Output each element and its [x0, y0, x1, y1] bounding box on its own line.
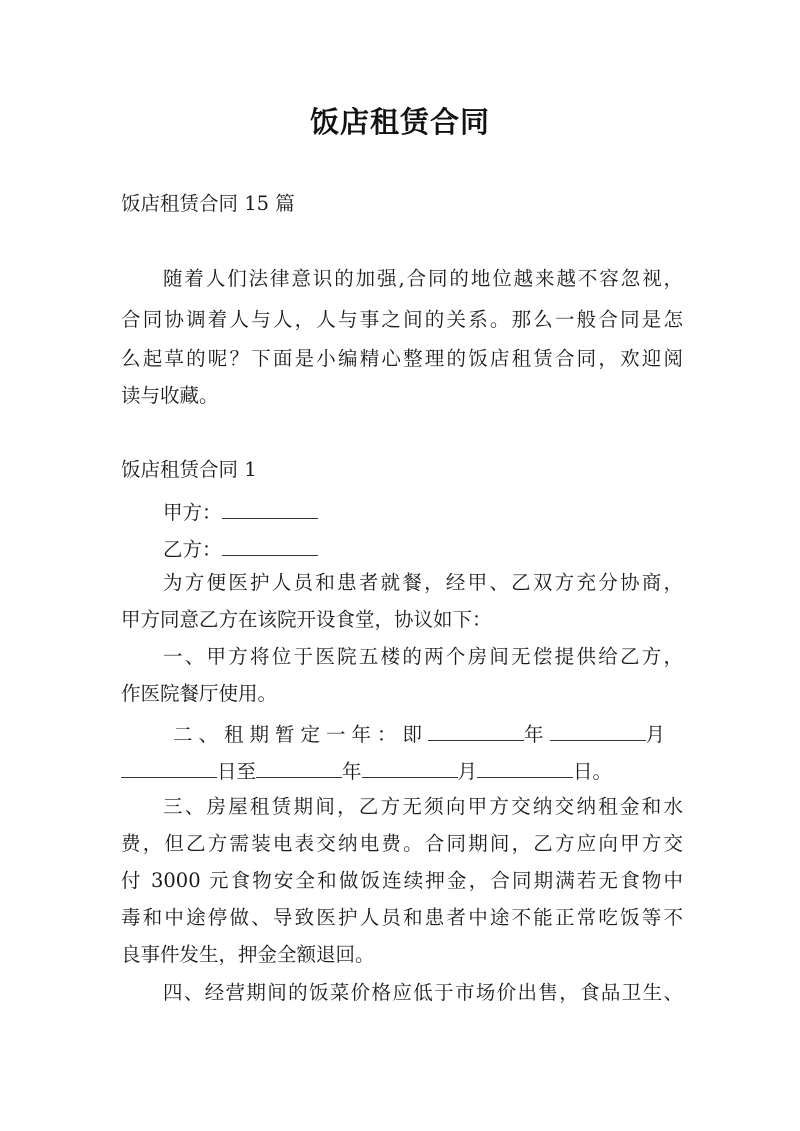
- end-year-blank: [256, 757, 342, 778]
- intro-line-2: 合同协调着人与人，人与事之间的关系。那么一般合同是怎: [121, 308, 683, 331]
- document-subtitle: 饭店租赁合同 15 篇: [121, 192, 295, 215]
- p3-prefix: 二、租期暂定一年：即: [173, 723, 429, 746]
- party-b-blank: [222, 535, 318, 556]
- party-a-line: [163, 498, 318, 525]
- intro-line-1: 随着人们法律意识的加强,合同的地位越来越不容忽视，: [163, 267, 683, 290]
- p1-line-2: 甲方同意乙方在该院开设食堂，协议如下：: [121, 608, 492, 631]
- p1-line-1: 为方便医护人员和患者就餐，经甲、乙双方充分协商，: [163, 571, 683, 594]
- p4-line-2: 费，但乙方需装电表交纳电费。合同期间，乙方应向甲方交: [121, 832, 683, 855]
- p4-line-4: 毒和中途停做、导致医护人员和患者中途不能正常吃饭等不: [121, 906, 683, 929]
- document-title: 饭店租赁合同: [309, 105, 490, 139]
- p3-year-label: 年: [524, 723, 550, 746]
- p3-day2-label: 日。: [573, 760, 613, 783]
- party-a-blank: [222, 498, 318, 519]
- start-year-blank: [428, 720, 524, 741]
- p3-line-2: [121, 757, 612, 784]
- section-heading: 饭店租赁合同 1: [121, 458, 257, 481]
- p3-line-1: [173, 720, 671, 747]
- p2-line-2: 作医院餐厅使用。: [121, 682, 278, 705]
- p2-line-1: 一、甲方将位于医院五楼的两个房间无偿提供给乙方，: [163, 645, 683, 668]
- end-day-blank: [477, 757, 573, 778]
- p3-year2-label: 年: [342, 760, 362, 783]
- party-b-label: 乙方：: [163, 538, 222, 561]
- party-b-line: [163, 535, 318, 562]
- start-day-blank: [121, 757, 217, 778]
- p4-line-3: 付 3000 元食物安全和做饭连续押金，合同期满若无食物中: [121, 869, 683, 892]
- p3-month2-label: 月: [457, 760, 478, 783]
- p3-day-to-label: 日至: [217, 760, 257, 783]
- end-month-blank: [362, 757, 458, 778]
- p4-line-5: 良事件发生，押金全额退回。: [121, 943, 375, 966]
- party-a-label: 甲方：: [163, 501, 222, 524]
- intro-line-3: 么起草的呢？下面是小编精心整理的饭店租赁合同，欢迎阅: [121, 347, 683, 370]
- p4-line-1: 三、房屋租赁期间，乙方无须向甲方交纳交纳租金和水: [163, 795, 683, 818]
- intro-line-4: 读与收藏。: [121, 384, 219, 407]
- start-month-blank: [550, 720, 646, 741]
- p5-line-1: 四、经营期间的饭菜价格应低于市场价出售，食品卫生、: [163, 981, 683, 1004]
- p3-month-label: 月: [645, 723, 672, 746]
